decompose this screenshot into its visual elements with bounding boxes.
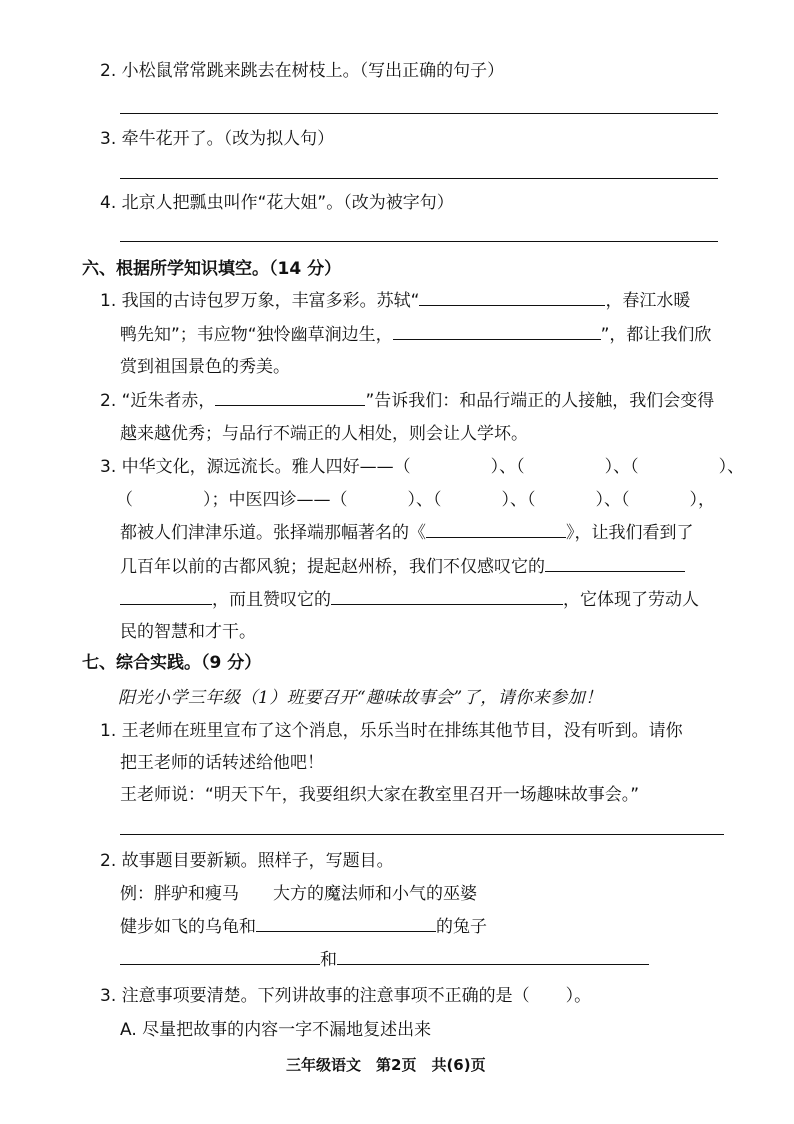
paren-sep: ）、（	[490, 457, 525, 477]
q7-item1-line3: 王老师说：“明天下午，我要组织大家在教室里召开一场趣味故事会。”	[120, 785, 640, 805]
q7-i3-text-a: 3. 注意事项要清楚。下列讲故事的注意事项不正确的是（	[100, 986, 530, 1006]
blank-q7-2b[interactable]	[120, 950, 320, 965]
q7-item1-line1: 1. 王老师在班里宣布了这个消息，乐乐当时在排练其他节目，没有听到。请你	[100, 721, 683, 741]
q7-i2-text-and: 和	[320, 950, 337, 970]
q6-i1-text-b: ，春江水暖	[605, 291, 691, 311]
q7-item3-line1	[100, 985, 591, 1007]
q6-item1-line1	[100, 290, 690, 312]
q6-item3-line1	[100, 456, 744, 478]
paren-sep: ）、（	[501, 490, 536, 510]
q5-item3: 3. 牵牛花开了。（改为拟人句）	[100, 129, 335, 149]
q6-i3-text-f: ，而且赞叹它的	[212, 590, 331, 610]
q7-intro: 阳光小学三年级（1）班要召开“趣味故事会”了，请你来参加！	[118, 688, 603, 708]
q6-item1-line2	[120, 324, 711, 346]
q6-i3-text-g: ，它体现了劳动人	[563, 590, 699, 610]
q6-item3-line5	[120, 589, 699, 611]
q7-item1-line2: 把王老师的话转述给他吧！	[120, 753, 324, 773]
q6-i3-text-a: 3. 中华文化，源远流长。雅人四好——（	[100, 457, 411, 477]
blank-q6-2[interactable]	[215, 391, 365, 406]
answer-line-q7-1[interactable]	[120, 834, 724, 835]
blank-q6-3b[interactable]	[545, 557, 685, 572]
q7-item2-line4	[120, 949, 649, 971]
q5-item2: 2. 小松鼠常常跳来跳去在树枝上。（写出正确的句子）	[100, 61, 505, 81]
q7-i3-text-b: ）。	[565, 986, 592, 1006]
q7-item2-line3	[120, 916, 487, 938]
paren-sep: ）、（	[595, 490, 630, 510]
q6-item1-line3: 赏到祖国景色的秀美。	[120, 357, 290, 377]
blank-q6-3d[interactable]	[331, 590, 563, 605]
paren-close: ），	[689, 490, 715, 510]
paren-close: ）、	[718, 457, 745, 477]
blank-q7-2c[interactable]	[337, 950, 649, 965]
q6-i3-text-b: ）；中医四诊——（	[203, 490, 348, 510]
answer-line-q5-2[interactable]	[120, 113, 718, 114]
q6-item2-line2: 越来越优秀；与品行不端正的人相处，则会让人学坏。	[120, 424, 528, 444]
q6-item3-line4	[120, 556, 685, 578]
page-footer: 三年级语文 第2页 共(6)页	[286, 1056, 486, 1074]
q6-i2-text-a: 2. “近朱者赤，	[100, 391, 216, 411]
paren-sep: ）、（	[407, 490, 442, 510]
q6-i3-text-d: 》，让我们看到了	[566, 523, 694, 543]
q6-i3-text-c: 都被人们津津乐道。张择端那幅著名的《	[120, 523, 426, 543]
q6-item3-line2	[116, 489, 715, 511]
q7-i2-text-a: 健步如飞的乌龟和	[120, 917, 256, 937]
q6-i3-text-e: 几百年以前的古都风貌；提起赵州桥，我们不仅感叹它的	[120, 557, 545, 577]
q7-i2-text-b: 的兔子	[436, 917, 487, 937]
answer-line-q5-4[interactable]	[120, 241, 718, 242]
q5-item4: 4. 北京人把瓢虫叫作“花大姐”。（改为被字句）	[100, 193, 454, 213]
blank-q6-3a[interactable]	[426, 523, 566, 538]
paren-open: （	[116, 490, 133, 510]
q6-i1-text-a: 1. 我国的古诗包罗万象，丰富多彩。苏轼“	[100, 291, 420, 311]
q6-i2-text-b: ”告诉我们：和品行端正的人接触，我们会变得	[365, 391, 715, 411]
paren-sep: ）、（	[604, 457, 639, 477]
blank-q7-2a[interactable]	[256, 917, 436, 932]
q6-i1-text-c: 鸭先知”；韦应物“独怜幽草涧边生，	[120, 325, 393, 345]
q6-item2-line1	[100, 390, 714, 412]
answer-line-q5-3[interactable]	[120, 178, 718, 179]
blank-q6-1b[interactable]	[393, 325, 601, 340]
section-7-title: 七、综合实践。（9 分）	[82, 653, 262, 673]
section-6-title: 六、根据所学知识填空。（14 分）	[82, 259, 342, 279]
q7-item2-example: 例：胖驴和瘦马 大方的魔法师和小气的巫婆	[120, 884, 477, 904]
q7-item3-option-a[interactable]: A. 尽量把故事的内容一字不漏地复述出来	[120, 1020, 432, 1040]
q6-item3-line6: 民的智慧和才干。	[120, 622, 256, 642]
blank-q6-3c[interactable]	[120, 590, 212, 605]
q6-i1-text-d: ”，都让我们欣	[600, 325, 712, 345]
blank-q6-1a[interactable]	[419, 291, 605, 306]
q7-item2-line1: 2. 故事题目要新颖。照样子，写题目。	[100, 851, 394, 871]
q6-item3-line3	[120, 522, 694, 544]
